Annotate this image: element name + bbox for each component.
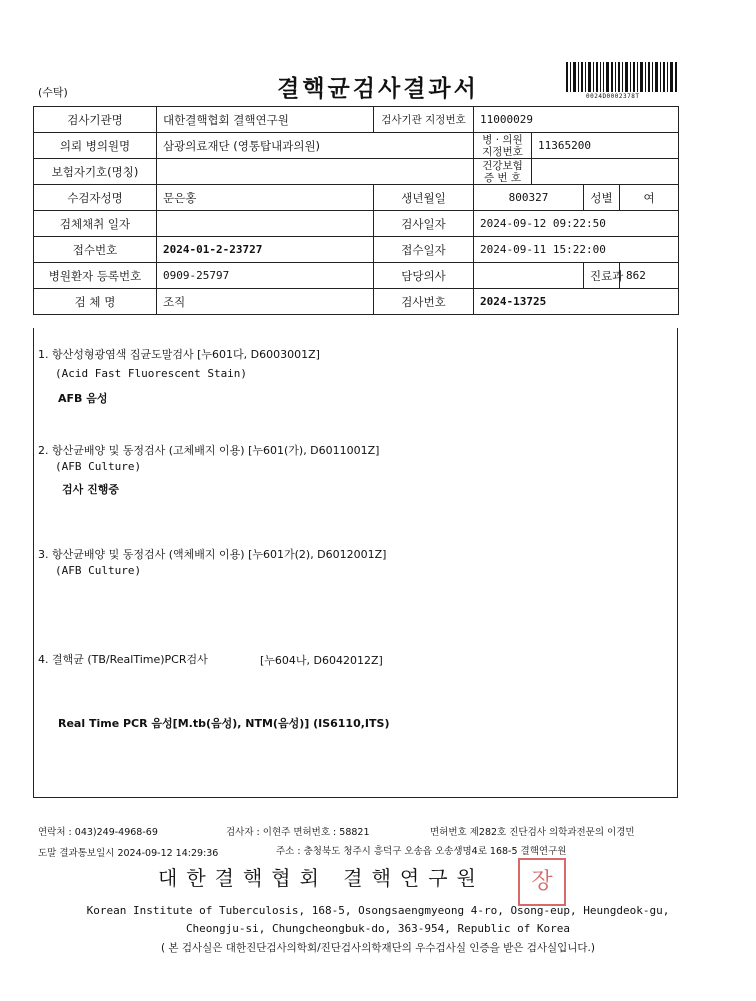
sex-label: 성별	[584, 185, 620, 211]
test-1-title: 1. 항산성형광염색 집균도말검사 [누601다, D6003001Z]	[38, 348, 320, 361]
insurer-label: 보험자기호(명칭)	[34, 159, 157, 185]
dob-label: 생년월일	[374, 185, 474, 211]
certification-note: ( 본 검사실은 대한진단검사의학회/진단검사의학재단의 우수검사실 인증을 받은 검사실입니다.)	[160, 942, 595, 954]
accept-no-label: 접수번호	[34, 237, 157, 263]
collect-label: 검체채취 일자	[34, 211, 157, 237]
specimen-label: 검 체 명	[34, 289, 157, 315]
reg-label: 병원환자 등록번호	[34, 263, 157, 289]
insured-no-value	[532, 159, 679, 185]
test-4-code: [누604나, D6042012Z]	[260, 654, 383, 667]
test-4-title: 4. 결핵균 (TB/RealTime)PCR검사	[38, 653, 208, 666]
inst-no-value: 11000029	[474, 107, 679, 133]
test-4-result: Real Time PCR 음성[M.tb(음성), NTM(음성)] (IS6110,ITS)	[58, 717, 390, 730]
examiner-line: 검사자 : 이현주 면허번호 : 58821	[226, 827, 370, 838]
dob-value: 800327	[474, 185, 584, 211]
collect-value	[157, 211, 374, 237]
test-3-english: (AFB Culture)	[55, 564, 142, 577]
report-time: 도말 결과통보일시 2024-09-12 14:29:36	[38, 848, 219, 859]
official-seal: 장	[518, 858, 566, 906]
inst-value: 대한결핵협회 결핵연구원	[157, 107, 374, 133]
test-date-value: 2024-09-12 09:22:50	[474, 211, 679, 237]
barcode	[566, 62, 678, 92]
insurer-value	[157, 159, 474, 185]
accept-date-value: 2024-09-11 15:22:00	[474, 237, 679, 263]
test-no-value: 2024-13725	[474, 289, 679, 315]
page-title: 결핵균검사결과서	[277, 76, 479, 102]
org-name-korean: 대한결핵협회 결핵연구원	[158, 866, 485, 890]
inst-no-label: 검사기관 지정번호	[374, 107, 474, 133]
inst-label: 검사기관명	[34, 107, 157, 133]
org-address-english-2: Cheongju-si, Chungcheongbuk-do, 363-954, Republic of Korea	[185, 922, 571, 935]
clinic-no-value: 11365200	[532, 133, 679, 159]
test-3-title: 3. 항산균배양 및 동정검사 (액체배지 이용) [누601가(2), D6012001Z]	[38, 548, 387, 561]
director-line: 면허번호 제282호 진단검사 의학과전문의 이경민	[430, 827, 635, 838]
sex-value: 여	[620, 185, 679, 211]
specimen-value: 조직	[157, 289, 374, 315]
barcode-number: 0024D0002378T	[586, 93, 640, 100]
insured-no-label: 건강보험 증 번 호	[474, 159, 532, 185]
org-address-english-1: Korean Institute of Tuberculosis, 168-5, Osongsaengmyeong 4-ro, Osong-eup, Heungdeok-gu,	[86, 904, 670, 917]
address-line: 주소 : 충청북도 청주시 흥덕구 오송읍 오송생명4로 168-5 결핵연구원	[276, 846, 567, 857]
accept-no-value: 2024-01-2-23727	[157, 237, 374, 263]
dept-value: 862	[620, 263, 679, 289]
test-1-result: AFB 음성	[58, 392, 108, 405]
patient-value: 문은홍	[157, 185, 374, 211]
receipt-label: (수탁)	[38, 86, 68, 99]
reg-value: 0909-25797	[157, 263, 374, 289]
clinic-value: 삼광의료재단 (영통탑내과의원)	[157, 133, 474, 159]
test-2-result: 검사 진행중	[62, 483, 119, 496]
info-table	[33, 106, 679, 315]
doctor-value	[474, 263, 584, 289]
contact-line: 연락처 : 043)249-4968-69	[38, 827, 158, 838]
test-date-label: 검사일자	[374, 211, 474, 237]
doctor-label: 담당의사	[374, 263, 474, 289]
test-no-label: 검사번호	[374, 289, 474, 315]
clinic-label: 의뢰 병의원명	[34, 133, 157, 159]
clinic-no-label: 병 · 의원 지정번호	[474, 133, 532, 159]
patient-label: 수검자성명	[34, 185, 157, 211]
test-2-english: (AFB Culture)	[55, 460, 142, 473]
dept-label: 진료과	[584, 263, 620, 289]
test-2-title: 2. 항산균배양 및 동정검사 (고체배지 이용) [누601(가), D6011001Z]	[38, 444, 380, 457]
test-1-english: (Acid Fast Fluorescent Stain)	[55, 367, 248, 380]
accept-date-label: 접수일자	[374, 237, 474, 263]
results-box	[33, 328, 678, 798]
